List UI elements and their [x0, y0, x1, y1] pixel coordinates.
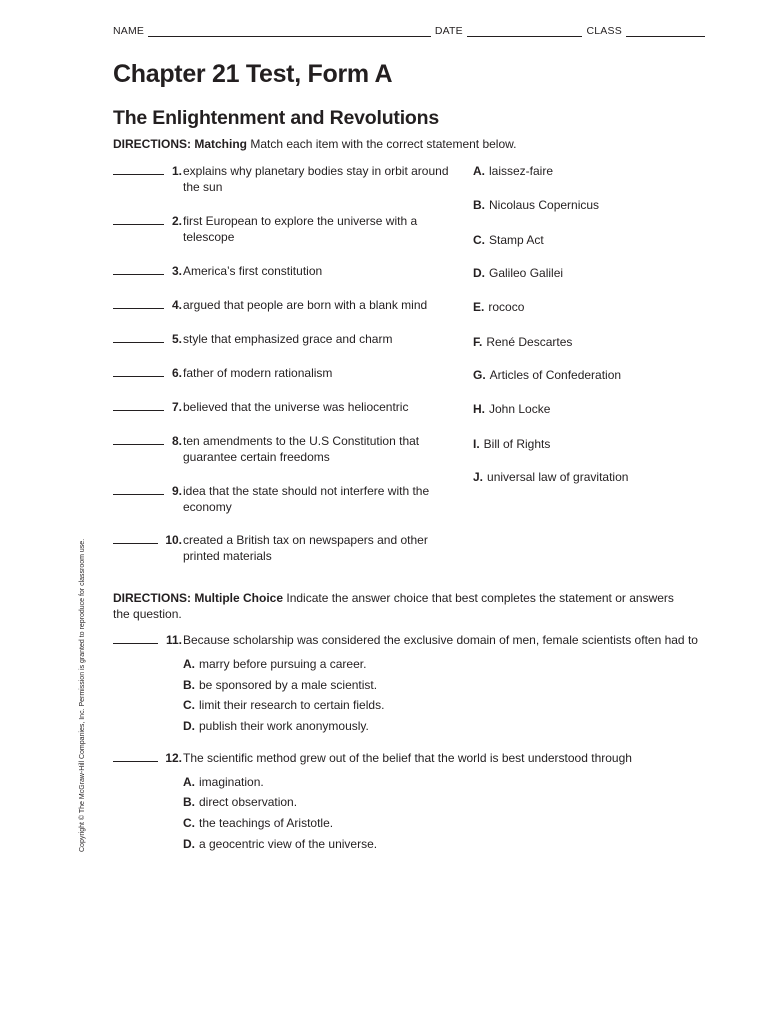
name-field[interactable]: [148, 26, 431, 37]
answer-choice: H. John Locke: [473, 402, 551, 416]
matching-item: 10. created a British tax on newspapers and other printed materials: [113, 532, 453, 548]
matching-item: 8. ten amendments to the U.S Constitution that guarantee certain freedoms: [113, 433, 453, 449]
date-label: DATE: [434, 25, 463, 37]
answer-blank[interactable]: [113, 485, 164, 495]
answer-choice: F. René Descartes: [473, 335, 573, 349]
answer-blank[interactable]: [113, 435, 164, 445]
answer-choice: A. laissez-faire: [473, 164, 554, 178]
copyright-notice: Copyright © The McGraw-Hill Companies, Inc. Permission is granted to reproduce for classroom use.: [79, 538, 86, 852]
multiple-choice-directions: DIRECTIONS: Multiple Choice Indicate the answer choice that best completes the statement or answers the question.: [113, 591, 674, 621]
multiple-choice-question: 12. The scientific method grew out of the belief that the world is best understood through: [113, 750, 703, 766]
option: A. imagination.: [183, 775, 264, 789]
answer-blank[interactable]: [113, 752, 158, 762]
answer-blank[interactable]: [113, 634, 158, 644]
page-title: Chapter 21 Test, Form A: [113, 60, 393, 88]
answer-choice: D. Galileo Galilei: [473, 266, 564, 280]
matching-item: 7. believed that the universe was heliocentric: [113, 399, 453, 415]
class-label: CLASS: [586, 25, 622, 37]
answer-choice: B. Nicolaus Copernicus: [473, 198, 600, 212]
answer-blank[interactable]: [113, 367, 164, 377]
option: A. marry before pursuing a career.: [183, 657, 367, 671]
option: D. a geocentric view of the universe.: [183, 837, 378, 851]
answer-blank[interactable]: [113, 165, 164, 175]
page-subtitle: The Enlightenment and Revolutions: [113, 107, 439, 129]
answer-blank[interactable]: [113, 534, 158, 544]
option: C. the teachings of Aristotle.: [183, 816, 334, 830]
matching-item: 4. argued that people are born with a blank mind: [113, 297, 453, 313]
class-field[interactable]: [626, 26, 705, 37]
matching-item: 9. idea that the state should not interfere with the economy: [113, 483, 453, 499]
matching-item: 6. father of modern rationalism: [113, 365, 453, 381]
option: C. limit their research to certain fields.: [183, 698, 385, 712]
option: B. be sponsored by a male scientist.: [183, 678, 378, 692]
answer-blank[interactable]: [113, 265, 164, 275]
answer-choice: E. rococo: [473, 300, 525, 314]
matching-directions: DIRECTIONS: Matching Match each item with the correct statement below.: [113, 137, 517, 151]
date-field[interactable]: [467, 26, 583, 37]
answer-blank[interactable]: [113, 299, 164, 309]
name-date-class-header: [113, 25, 709, 37]
answer-choice: C. Stamp Act: [473, 233, 544, 247]
matching-item: 5. style that emphasized grace and charm: [113, 331, 453, 347]
answer-blank[interactable]: [113, 215, 164, 225]
multiple-choice-question: 11. Because scholarship was considered the exclusive domain of men, female scientists often had to: [113, 632, 703, 648]
name-label: NAME: [113, 25, 145, 37]
answer-blank[interactable]: [113, 401, 164, 411]
matching-item: 1. explains why planetary bodies stay in orbit around the sun: [113, 163, 453, 179]
answer-choice: I. Bill of Rights: [473, 437, 551, 451]
option: B. direct observation.: [183, 795, 298, 809]
option: D. publish their work anonymously.: [183, 719, 369, 733]
answer-blank[interactable]: [113, 333, 164, 343]
answer-choice: G. Articles of Confederation: [473, 368, 622, 382]
answer-choice: J. universal law of gravitation: [473, 470, 629, 484]
matching-item: 2. first European to explore the universe with a telescope: [113, 213, 453, 229]
matching-item: 3. America’s first constitution: [113, 263, 453, 279]
